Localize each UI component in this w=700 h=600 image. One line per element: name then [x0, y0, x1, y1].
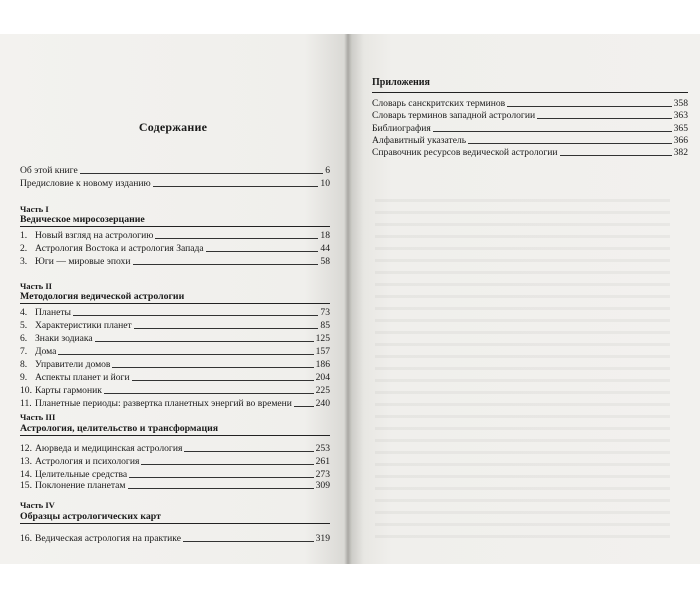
toc-entry: [372, 147, 688, 158]
part-label: Часть III: [20, 412, 56, 422]
leader-line: [112, 366, 313, 368]
entry-number: 1.: [20, 230, 28, 241]
part-title: Астрология, целительство и трансформация: [20, 423, 330, 436]
entry-number: 2.: [20, 243, 28, 254]
leader-line: [134, 327, 319, 329]
appendix-title: Приложения: [372, 77, 430, 88]
entry-page: 240: [315, 398, 330, 409]
leader-line: [560, 154, 672, 156]
entry-label: Об этой книге: [20, 165, 78, 176]
toc-entry: [372, 110, 688, 121]
toc-entry: [20, 256, 330, 267]
part-title: Ведическое миросозерцание: [20, 214, 330, 227]
entry-page: 365: [673, 123, 688, 134]
entry-label: Поклонение планетам: [35, 480, 126, 491]
entry-number: 10.: [20, 385, 32, 396]
leader-line: [133, 263, 319, 265]
toc-entry: [20, 178, 330, 189]
toc-entry: [372, 135, 688, 146]
entry-number: 7.: [20, 346, 28, 357]
entry-label: Карты гармоник: [35, 385, 102, 396]
entry-label: Предисловие к новому изданию: [20, 178, 151, 189]
toc-entry: [20, 320, 330, 331]
book-gutter: [344, 34, 352, 564]
entry-label: Алфавитный указатель: [372, 135, 467, 146]
entry-number: 4.: [20, 307, 28, 318]
toc-entry: [372, 98, 688, 109]
leader-line: [104, 392, 314, 394]
entry-label: Дома: [35, 346, 57, 357]
entry-page: 85: [320, 320, 330, 331]
entry-page: 363: [673, 110, 688, 121]
entry-page: 309: [315, 480, 330, 491]
bleed-through-text: [375, 190, 670, 540]
entry-page: 366: [673, 135, 688, 146]
entry-page: 10: [320, 178, 330, 189]
entry-label: Аюрведа и медицинская астрология: [35, 443, 183, 454]
entry-number: 13.: [20, 456, 32, 467]
part-title: Методология ведической астрологии: [20, 291, 330, 304]
entry-page: 225: [315, 385, 330, 396]
entry-number: 16.: [20, 533, 32, 544]
leader-line: [95, 340, 314, 342]
entry-page: 73: [320, 307, 330, 318]
appendix-rule: [372, 92, 688, 93]
entry-page: 186: [315, 359, 330, 370]
entry-page: 261: [315, 456, 330, 467]
leader-line: [153, 185, 319, 187]
entry-number: 8.: [20, 359, 28, 370]
leader-line: [141, 463, 313, 465]
entry-page: 125: [315, 333, 330, 344]
entry-label: Знаки зодиака: [35, 333, 93, 344]
entry-label: Планеты: [35, 307, 72, 318]
entry-label: Словарь терминов западной астрологии: [372, 110, 536, 121]
entry-label: Библиография: [372, 123, 431, 134]
leader-line: [507, 105, 671, 107]
entry-label: Целительные средства: [35, 469, 128, 480]
entry-number: 6.: [20, 333, 28, 344]
entry-page: 358: [673, 98, 688, 109]
toc-entry: [20, 346, 330, 357]
entry-label: Астрология Востока и астрология Запада: [35, 243, 204, 254]
part-label: Часть II: [20, 281, 53, 291]
entry-page: 157: [315, 346, 330, 357]
toc-entry: [372, 123, 688, 134]
entry-label: Справочник ресурсов ведической астрологии: [372, 147, 558, 158]
leader-line: [433, 130, 672, 132]
toc-entry: [20, 456, 330, 467]
toc-entry: [20, 333, 330, 344]
entry-number: 9.: [20, 372, 28, 383]
entry-label: Планетные периоды: развертка планетных энергий во времени: [35, 398, 292, 409]
entry-page: 18: [320, 230, 330, 241]
toc-entry: [20, 372, 330, 383]
leader-line: [206, 250, 319, 252]
entry-number: 11.: [20, 398, 32, 409]
leader-line: [128, 487, 314, 489]
leader-line: [537, 117, 671, 119]
entry-page: 58: [320, 256, 330, 267]
entry-number: 3.: [20, 256, 28, 267]
entry-page: 382: [673, 147, 688, 158]
toc-entry: [20, 307, 330, 318]
entry-label: Аспекты планет и йоги: [35, 372, 130, 383]
entry-number: 14.: [20, 469, 32, 480]
leader-line: [132, 379, 314, 381]
entry-label: Характеристики планет: [35, 320, 132, 331]
part-label: Часть I: [20, 204, 49, 214]
entry-page: 204: [315, 372, 330, 383]
toc-entry: [20, 533, 330, 544]
toc-entry: [20, 385, 330, 396]
entry-label: Управители домов: [35, 359, 111, 370]
entry-page: 253: [315, 443, 330, 454]
leader-line: [80, 172, 323, 174]
leader-line: [73, 314, 318, 316]
entry-number: 15.: [20, 480, 32, 491]
entry-label: Астрология и психология: [35, 456, 140, 467]
toc-entry: [20, 359, 330, 370]
toc-entry: [20, 243, 330, 254]
leader-line: [184, 450, 313, 452]
entry-number: 5.: [20, 320, 28, 331]
toc-title: Содержание: [138, 120, 208, 134]
part-label: Часть IV: [20, 500, 55, 510]
entry-label: Юги — мировые эпохи: [35, 256, 131, 267]
part-title: Образцы астрологических карт: [20, 511, 330, 524]
toc-entry: [20, 480, 330, 491]
entry-label: Новый взгляд на астрологию: [35, 230, 154, 241]
leader-line: [58, 353, 313, 355]
entry-label: Ведическая астрология на практике: [35, 533, 181, 544]
leader-line: [129, 476, 313, 478]
toc-entry: [20, 398, 330, 409]
toc-entry: [20, 443, 330, 454]
toc-entry: [20, 469, 330, 480]
leader-line: [183, 540, 314, 542]
toc-entry: [20, 230, 330, 241]
leader-line: [468, 142, 671, 144]
entry-page: 6: [325, 165, 330, 176]
entry-label: Словарь санскритских терминов: [372, 98, 506, 109]
entry-number: 12.: [20, 443, 32, 454]
leader-line: [155, 237, 318, 239]
toc-entry: [20, 165, 330, 176]
leader-line: [294, 405, 314, 407]
entry-page: 319: [315, 533, 330, 544]
entry-page: 273: [315, 469, 330, 480]
entry-page: 44: [320, 243, 330, 254]
